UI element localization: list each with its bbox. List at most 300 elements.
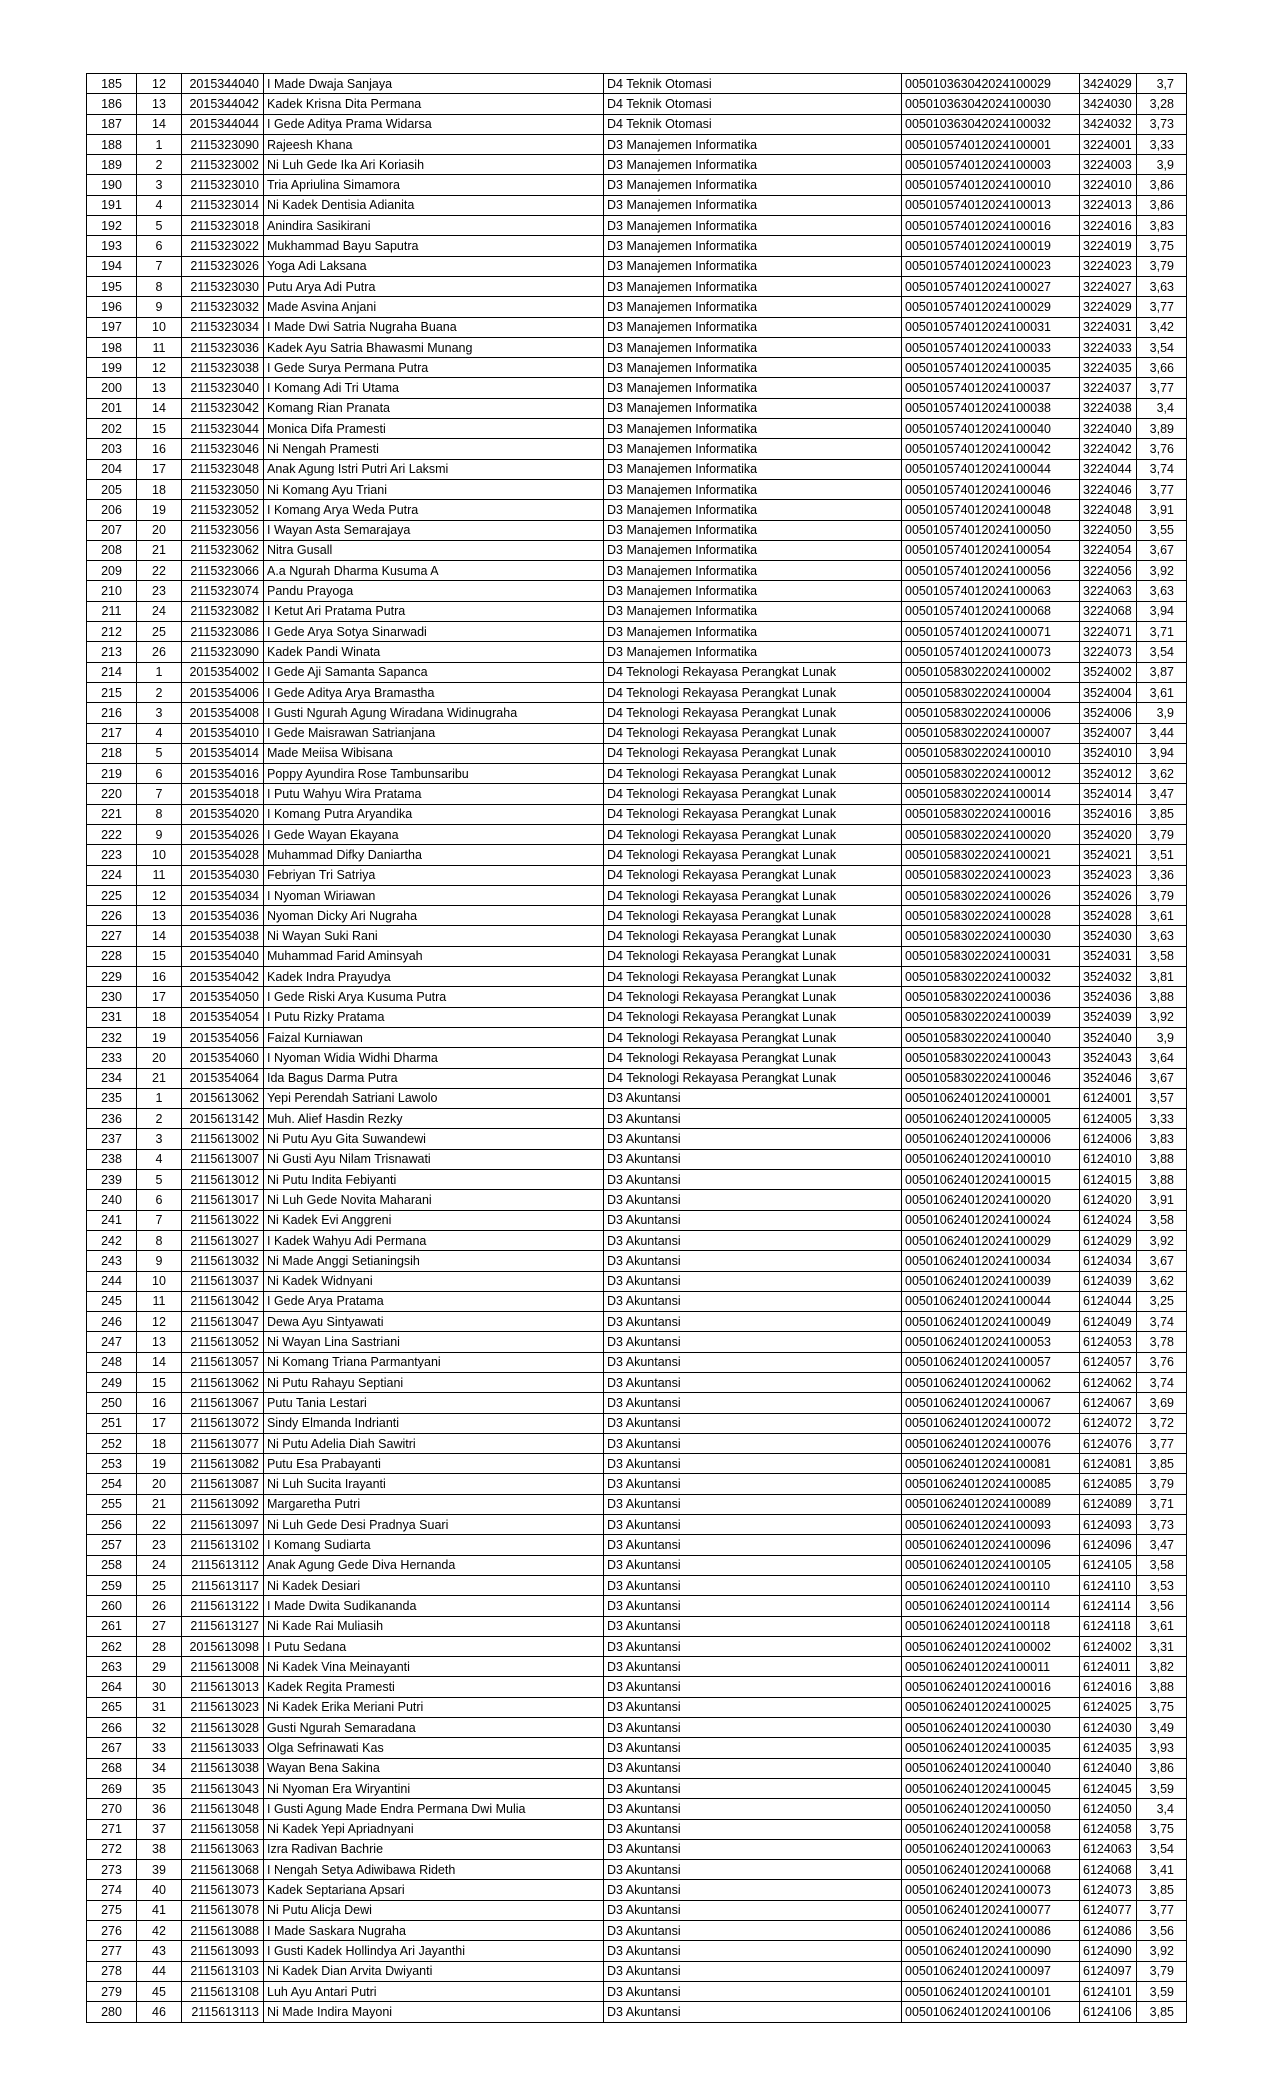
study-program-cell: D4 Teknik Otomasi [604, 114, 902, 134]
study-program-cell: D3 Akuntansi [604, 1697, 902, 1717]
group-number-cell: 28 [137, 1636, 182, 1656]
registration-code-cell: 6124067 [1080, 1393, 1137, 1413]
group-number-cell: 26 [137, 1596, 182, 1616]
row-number-cell: 244 [87, 1271, 137, 1291]
row-number-cell: 219 [87, 764, 137, 784]
certificate-number-cell: 005010624012024100093 [902, 1515, 1080, 1535]
student-id-cell: 2115613022 [182, 1210, 264, 1230]
gpa-cell: 3,87 [1137, 662, 1187, 682]
student-name-cell: Anak Agung Istri Putri Ari Laksmi [264, 459, 604, 479]
group-number-cell: 8 [137, 276, 182, 296]
study-program-cell: D3 Akuntansi [604, 1352, 902, 1372]
group-number-cell: 8 [137, 1230, 182, 1250]
registration-code-cell: 3224010 [1080, 175, 1137, 195]
gpa-cell: 3,77 [1137, 378, 1187, 398]
row-number-cell: 269 [87, 1778, 137, 1798]
row-number-cell: 230 [87, 987, 137, 1007]
certificate-number-cell: 005010624012024100020 [902, 1190, 1080, 1210]
study-program-cell: D4 Teknologi Rekayasa Perangkat Lunak [604, 946, 902, 966]
table-row [87, 439, 1187, 459]
registration-code-cell: 6124006 [1080, 1129, 1137, 1149]
student-id-cell: 2115323022 [182, 236, 264, 256]
gpa-cell: 3,67 [1137, 1068, 1187, 1088]
student-id-cell: 2015354016 [182, 764, 264, 784]
student-id-cell: 2115323030 [182, 276, 264, 296]
student-id-cell: 2115323002 [182, 155, 264, 175]
group-number-cell: 35 [137, 1778, 182, 1798]
row-number-cell: 227 [87, 926, 137, 946]
certificate-number-cell: 005010624012024100015 [902, 1170, 1080, 1190]
gpa-cell: 3,86 [1137, 195, 1187, 215]
row-number-cell: 199 [87, 358, 137, 378]
registration-code-cell: 3524039 [1080, 1007, 1137, 1027]
student-id-cell: 2115613088 [182, 1921, 264, 1941]
row-number-cell: 204 [87, 459, 137, 479]
gpa-cell: 3,92 [1137, 561, 1187, 581]
gpa-cell: 3,33 [1137, 1109, 1187, 1129]
certificate-number-cell: 005010624012024100067 [902, 1393, 1080, 1413]
gpa-cell: 3,94 [1137, 743, 1187, 763]
student-id-cell: 2015354026 [182, 824, 264, 844]
table-row [87, 885, 1187, 905]
gpa-cell: 3,85 [1137, 1454, 1187, 1474]
certificate-number-cell: 005010574012024100073 [902, 642, 1080, 662]
row-number-cell: 187 [87, 114, 137, 134]
student-id-cell: 2115613037 [182, 1271, 264, 1291]
row-number-cell: 226 [87, 906, 137, 926]
student-name-cell: I Gede Arya Sotya Sinarwadi [264, 622, 604, 642]
student-name-cell: Ni Nyoman Era Wiryantini [264, 1778, 604, 1798]
student-id-cell: 2115613038 [182, 1758, 264, 1778]
certificate-number-cell: 005010583022024100030 [902, 926, 1080, 946]
registration-code-cell: 6124096 [1080, 1535, 1137, 1555]
group-number-cell: 16 [137, 1393, 182, 1413]
registration-code-cell: 3424032 [1080, 114, 1137, 134]
group-number-cell: 19 [137, 500, 182, 520]
table-row [87, 1900, 1187, 1920]
table-row [87, 398, 1187, 418]
certificate-number-cell: 005010574012024100010 [902, 175, 1080, 195]
student-id-cell: 2115613028 [182, 1718, 264, 1738]
registration-code-cell: 3424029 [1080, 74, 1137, 94]
gpa-cell: 3,75 [1137, 236, 1187, 256]
student-name-cell: A.a Ngurah Dharma Kusuma A [264, 561, 604, 581]
student-id-cell: 2015354002 [182, 662, 264, 682]
row-number-cell: 276 [87, 1921, 137, 1941]
certificate-number-cell: 005010624012024100090 [902, 1941, 1080, 1961]
gpa-cell: 3,78 [1137, 1332, 1187, 1352]
table-row [87, 682, 1187, 702]
study-program-cell: D3 Akuntansi [604, 1170, 902, 1190]
certificate-number-cell: 005010624012024100002 [902, 1636, 1080, 1656]
gpa-cell: 3,92 [1137, 1941, 1187, 1961]
group-number-cell: 17 [137, 1413, 182, 1433]
table-row [87, 195, 1187, 215]
gpa-cell: 3,77 [1137, 297, 1187, 317]
row-number-cell: 192 [87, 216, 137, 236]
gpa-cell: 3,79 [1137, 1474, 1187, 1494]
gpa-cell: 3,85 [1137, 2002, 1187, 2022]
certificate-number-cell: 005010624012024100096 [902, 1535, 1080, 1555]
registration-code-cell: 6124029 [1080, 1230, 1137, 1250]
gpa-cell: 3,79 [1137, 1961, 1187, 1981]
student-name-cell: Ni Putu Adelia Diah Sawitri [264, 1433, 604, 1453]
table-row [87, 804, 1187, 824]
student-name-cell: Ni Nengah Pramesti [264, 439, 604, 459]
registration-code-cell: 3524026 [1080, 885, 1137, 905]
row-number-cell: 267 [87, 1738, 137, 1758]
study-program-cell: D4 Teknik Otomasi [604, 94, 902, 114]
table-row [87, 256, 1187, 276]
gpa-cell: 3,41 [1137, 1860, 1187, 1880]
table-row [87, 1596, 1187, 1616]
student-name-cell: Ni Putu Ayu Gita Suwandewi [264, 1129, 604, 1149]
table-row [87, 1799, 1187, 1819]
row-number-cell: 250 [87, 1393, 137, 1413]
student-id-cell: 2115613032 [182, 1251, 264, 1271]
student-id-cell: 2115613082 [182, 1454, 264, 1474]
study-program-cell: D4 Teknologi Rekayasa Perangkat Lunak [604, 764, 902, 784]
row-number-cell: 190 [87, 175, 137, 195]
study-program-cell: D3 Akuntansi [604, 1860, 902, 1880]
study-program-cell: D3 Manajemen Informatika [604, 419, 902, 439]
student-id-cell: 2015354050 [182, 987, 264, 1007]
study-program-cell: D3 Akuntansi [604, 1474, 902, 1494]
study-program-cell: D4 Teknologi Rekayasa Perangkat Lunak [604, 682, 902, 702]
table-row [87, 1515, 1187, 1535]
table-row [87, 1393, 1187, 1413]
registration-code-cell: 3524002 [1080, 662, 1137, 682]
registration-code-cell: 3524010 [1080, 743, 1137, 763]
registration-code-cell: 6124030 [1080, 1718, 1137, 1738]
group-number-cell: 7 [137, 1210, 182, 1230]
table-row [87, 419, 1187, 439]
gpa-cell: 3,77 [1137, 1433, 1187, 1453]
group-number-cell: 44 [137, 1961, 182, 1981]
registration-code-cell: 6124011 [1080, 1657, 1137, 1677]
student-id-cell: 2115613078 [182, 1900, 264, 1920]
row-number-cell: 195 [87, 276, 137, 296]
certificate-number-cell: 005010583022024100026 [902, 885, 1080, 905]
study-program-cell: D3 Akuntansi [604, 1961, 902, 1981]
student-id-cell: 2015354054 [182, 1007, 264, 1027]
table-row [87, 1575, 1187, 1595]
certificate-number-cell: 005010624012024100068 [902, 1860, 1080, 1880]
group-number-cell: 18 [137, 1433, 182, 1453]
table-row [87, 865, 1187, 885]
registration-code-cell: 6124034 [1080, 1251, 1137, 1271]
group-number-cell: 7 [137, 256, 182, 276]
registration-code-cell: 6124093 [1080, 1515, 1137, 1535]
gpa-cell: 3,83 [1137, 1129, 1187, 1149]
study-program-cell: D3 Akuntansi [604, 1657, 902, 1677]
table-row [87, 1616, 1187, 1636]
table-row [87, 216, 1187, 236]
study-program-cell: D4 Teknik Otomasi [604, 74, 902, 94]
registration-code-cell: 6124090 [1080, 1941, 1137, 1961]
study-program-cell: D3 Manajemen Informatika [604, 358, 902, 378]
table-row [87, 1433, 1187, 1453]
gpa-cell: 3,93 [1137, 1738, 1187, 1758]
group-number-cell: 6 [137, 236, 182, 256]
certificate-number-cell: 005010574012024100016 [902, 216, 1080, 236]
table-row [87, 1555, 1187, 1575]
group-number-cell: 42 [137, 1921, 182, 1941]
registration-code-cell: 3224040 [1080, 419, 1137, 439]
table-row [87, 337, 1187, 357]
registration-code-cell: 3524021 [1080, 845, 1137, 865]
registration-code-cell: 3224048 [1080, 500, 1137, 520]
table-row [87, 1271, 1187, 1291]
registration-code-cell: 3524012 [1080, 764, 1137, 784]
group-number-cell: 5 [137, 743, 182, 763]
study-program-cell: D3 Akuntansi [604, 1535, 902, 1555]
row-number-cell: 245 [87, 1291, 137, 1311]
table-row [87, 114, 1187, 134]
table-row [87, 662, 1187, 682]
student-id-cell: 2115323026 [182, 256, 264, 276]
study-program-cell: D3 Akuntansi [604, 1738, 902, 1758]
gpa-cell: 3,86 [1137, 175, 1187, 195]
student-name-cell: Yepi Perendah Satriani Lawolo [264, 1088, 604, 1108]
table-row [87, 1210, 1187, 1230]
row-number-cell: 277 [87, 1941, 137, 1961]
group-number-cell: 32 [137, 1718, 182, 1738]
table-row [87, 520, 1187, 540]
row-number-cell: 238 [87, 1149, 137, 1169]
group-number-cell: 26 [137, 642, 182, 662]
student-name-cell: Ni Putu Alicja Dewi [264, 1900, 604, 1920]
student-id-cell: 2115323034 [182, 317, 264, 337]
study-program-cell: D3 Akuntansi [604, 1251, 902, 1271]
table-row [87, 1961, 1187, 1981]
row-number-cell: 208 [87, 540, 137, 560]
row-number-cell: 257 [87, 1535, 137, 1555]
student-name-cell: I Komang Arya Weda Putra [264, 500, 604, 520]
gpa-cell: 3,72 [1137, 1413, 1187, 1433]
registration-code-cell: 6124057 [1080, 1352, 1137, 1372]
student-name-cell: Ni Kadek Evi Anggreni [264, 1210, 604, 1230]
study-program-cell: D3 Akuntansi [604, 1373, 902, 1393]
study-program-cell: D3 Manajemen Informatika [604, 134, 902, 154]
registration-code-cell: 6124035 [1080, 1738, 1137, 1758]
certificate-number-cell: 005010574012024100063 [902, 581, 1080, 601]
table-row [87, 1454, 1187, 1474]
registration-code-cell: 6124050 [1080, 1799, 1137, 1819]
registration-code-cell: 6124073 [1080, 1880, 1137, 1900]
registration-code-cell: 6124058 [1080, 1819, 1137, 1839]
study-program-cell: D3 Akuntansi [604, 1149, 902, 1169]
registration-code-cell: 3224027 [1080, 276, 1137, 296]
group-number-cell: 17 [137, 987, 182, 1007]
certificate-number-cell: 005010583022024100014 [902, 784, 1080, 804]
study-program-cell: D3 Akuntansi [604, 1636, 902, 1656]
group-number-cell: 37 [137, 1819, 182, 1839]
student-name-cell: I Gusti Ngurah Agung Wiradana Widinugraha [264, 703, 604, 723]
student-name-cell: Izra Radivan Bachrie [264, 1839, 604, 1859]
student-id-cell: 2115613068 [182, 1860, 264, 1880]
study-program-cell: D3 Manajemen Informatika [604, 155, 902, 175]
row-number-cell: 210 [87, 581, 137, 601]
group-number-cell: 13 [137, 906, 182, 926]
table-row [87, 1068, 1187, 1088]
gpa-cell: 3,88 [1137, 1170, 1187, 1190]
study-program-cell: D3 Manajemen Informatika [604, 256, 902, 276]
group-number-cell: 12 [137, 74, 182, 94]
registration-code-cell: 3224044 [1080, 459, 1137, 479]
group-number-cell: 12 [137, 1312, 182, 1332]
group-number-cell: 1 [137, 662, 182, 682]
row-number-cell: 221 [87, 804, 137, 824]
study-program-cell: D3 Akuntansi [604, 1819, 902, 1839]
student-name-cell: I Komang Adi Tri Utama [264, 378, 604, 398]
student-name-cell: Ni Kadek Widnyani [264, 1271, 604, 1291]
study-program-cell: D3 Akuntansi [604, 1129, 902, 1149]
certificate-number-cell: 005010624012024100034 [902, 1251, 1080, 1271]
gpa-cell: 3,76 [1137, 439, 1187, 459]
student-name-cell: Wayan Bena Sakina [264, 1758, 604, 1778]
gpa-cell: 3,79 [1137, 256, 1187, 276]
registration-code-cell: 6124016 [1080, 1677, 1137, 1697]
row-number-cell: 234 [87, 1068, 137, 1088]
registration-code-cell: 6124049 [1080, 1312, 1137, 1332]
student-id-cell: 2115613008 [182, 1657, 264, 1677]
group-number-cell: 41 [137, 1900, 182, 1920]
row-number-cell: 228 [87, 946, 137, 966]
student-id-cell: 2115613122 [182, 1596, 264, 1616]
certificate-number-cell: 005010624012024100039 [902, 1271, 1080, 1291]
student-id-cell: 2115613077 [182, 1433, 264, 1453]
row-number-cell: 229 [87, 967, 137, 987]
gpa-cell: 3,67 [1137, 1251, 1187, 1271]
gpa-cell: 3,54 [1137, 642, 1187, 662]
student-name-cell: Tria Apriulina Simamora [264, 175, 604, 195]
registration-code-cell: 3224068 [1080, 601, 1137, 621]
certificate-number-cell: 005010624012024100045 [902, 1778, 1080, 1798]
row-number-cell: 224 [87, 865, 137, 885]
registration-code-cell: 6124024 [1080, 1210, 1137, 1230]
student-name-cell: Kadek Krisna Dita Permana [264, 94, 604, 114]
group-number-cell: 14 [137, 114, 182, 134]
study-program-cell: D3 Akuntansi [604, 1190, 902, 1210]
registration-code-cell: 3524031 [1080, 946, 1137, 966]
row-number-cell: 278 [87, 1961, 137, 1981]
student-id-cell: 2115323032 [182, 297, 264, 317]
student-id-cell: 2115323018 [182, 216, 264, 236]
table-row [87, 1677, 1187, 1697]
student-id-cell: 2115613047 [182, 1312, 264, 1332]
student-id-cell: 2115613102 [182, 1535, 264, 1555]
student-id-cell: 2015613062 [182, 1088, 264, 1108]
certificate-number-cell: 005010574012024100003 [902, 155, 1080, 175]
study-program-cell: D3 Manajemen Informatika [604, 520, 902, 540]
certificate-number-cell: 005010574012024100013 [902, 195, 1080, 215]
student-id-cell: 2115613097 [182, 1515, 264, 1535]
registration-code-cell: 6124085 [1080, 1474, 1137, 1494]
study-program-cell: D4 Teknologi Rekayasa Perangkat Lunak [604, 906, 902, 926]
student-id-cell: 2015354010 [182, 723, 264, 743]
certificate-number-cell: 005010583022024100004 [902, 682, 1080, 702]
study-program-cell: D3 Manajemen Informatika [604, 622, 902, 642]
table-row [87, 1535, 1187, 1555]
row-number-cell: 263 [87, 1657, 137, 1677]
certificate-number-cell: 005010583022024100036 [902, 987, 1080, 1007]
gpa-cell: 3,58 [1137, 1210, 1187, 1230]
gpa-cell: 3,83 [1137, 216, 1187, 236]
study-program-cell: D3 Akuntansi [604, 1393, 902, 1413]
table-row [87, 1921, 1187, 1941]
student-id-cell: 2015354056 [182, 1027, 264, 1047]
student-name-cell: I Gede Arya Pratama [264, 1291, 604, 1311]
table-row [87, 622, 1187, 642]
row-number-cell: 218 [87, 743, 137, 763]
table-row [87, 642, 1187, 662]
table-row [87, 317, 1187, 337]
student-id-cell: 2015354006 [182, 682, 264, 702]
certificate-number-cell: 005010624012024100077 [902, 1900, 1080, 1920]
certificate-number-cell: 005010574012024100071 [902, 622, 1080, 642]
table-row [87, 1941, 1187, 1961]
student-id-cell: 2115323066 [182, 561, 264, 581]
certificate-number-cell: 005010574012024100038 [902, 398, 1080, 418]
student-id-cell: 2015354038 [182, 926, 264, 946]
student-name-cell: Kadek Regita Pramesti [264, 1677, 604, 1697]
student-id-cell: 2115323036 [182, 337, 264, 357]
student-id-cell: 2115323048 [182, 459, 264, 479]
certificate-number-cell: 005010574012024100037 [902, 378, 1080, 398]
certificate-number-cell: 005010574012024100048 [902, 500, 1080, 520]
group-number-cell: 9 [137, 824, 182, 844]
student-id-cell: 2115323044 [182, 419, 264, 439]
registration-code-cell: 3224073 [1080, 642, 1137, 662]
registration-code-cell: 3524020 [1080, 824, 1137, 844]
study-program-cell: D3 Akuntansi [604, 1616, 902, 1636]
registration-code-cell: 3524016 [1080, 804, 1137, 824]
table-row [87, 236, 1187, 256]
group-number-cell: 27 [137, 1616, 182, 1636]
student-name-cell: Ni Komang Ayu Triani [264, 479, 604, 499]
row-number-cell: 280 [87, 2002, 137, 2022]
study-program-cell: D4 Teknologi Rekayasa Perangkat Lunak [604, 987, 902, 1007]
table-row [87, 1109, 1187, 1129]
group-number-cell: 21 [137, 1068, 182, 1088]
registration-code-cell: 3224038 [1080, 398, 1137, 418]
certificate-number-cell: 005010583022024100016 [902, 804, 1080, 824]
student-name-cell: Anak Agung Gede Diva Hernanda [264, 1555, 604, 1575]
study-program-cell: D3 Akuntansi [604, 1900, 902, 1920]
student-name-cell: Ni Kadek Dentisia Adianita [264, 195, 604, 215]
certificate-number-cell: 005010624012024100106 [902, 2002, 1080, 2022]
registration-code-cell: 6124001 [1080, 1088, 1137, 1108]
student-name-cell: I Putu Sedana [264, 1636, 604, 1656]
certificate-number-cell: 005010583022024100010 [902, 743, 1080, 763]
row-number-cell: 242 [87, 1230, 137, 1250]
study-program-cell: D4 Teknologi Rekayasa Perangkat Lunak [604, 885, 902, 905]
certificate-number-cell: 005010574012024100001 [902, 134, 1080, 154]
study-program-cell: D3 Akuntansi [604, 1596, 902, 1616]
table-row [87, 1352, 1187, 1372]
student-name-cell: I Nengah Setya Adiwibawa Rideth [264, 1860, 604, 1880]
certificate-number-cell: 005010574012024100046 [902, 479, 1080, 499]
student-id-cell: 2015613098 [182, 1636, 264, 1656]
study-program-cell: D3 Akuntansi [604, 1230, 902, 1250]
group-number-cell: 18 [137, 479, 182, 499]
row-number-cell: 259 [87, 1575, 137, 1595]
student-id-cell: 2115323014 [182, 195, 264, 215]
student-name-cell: I Gede Maisrawan Satrianjana [264, 723, 604, 743]
table-row [87, 987, 1187, 1007]
student-name-cell: Ni Made Anggi Setianingsih [264, 1251, 604, 1271]
